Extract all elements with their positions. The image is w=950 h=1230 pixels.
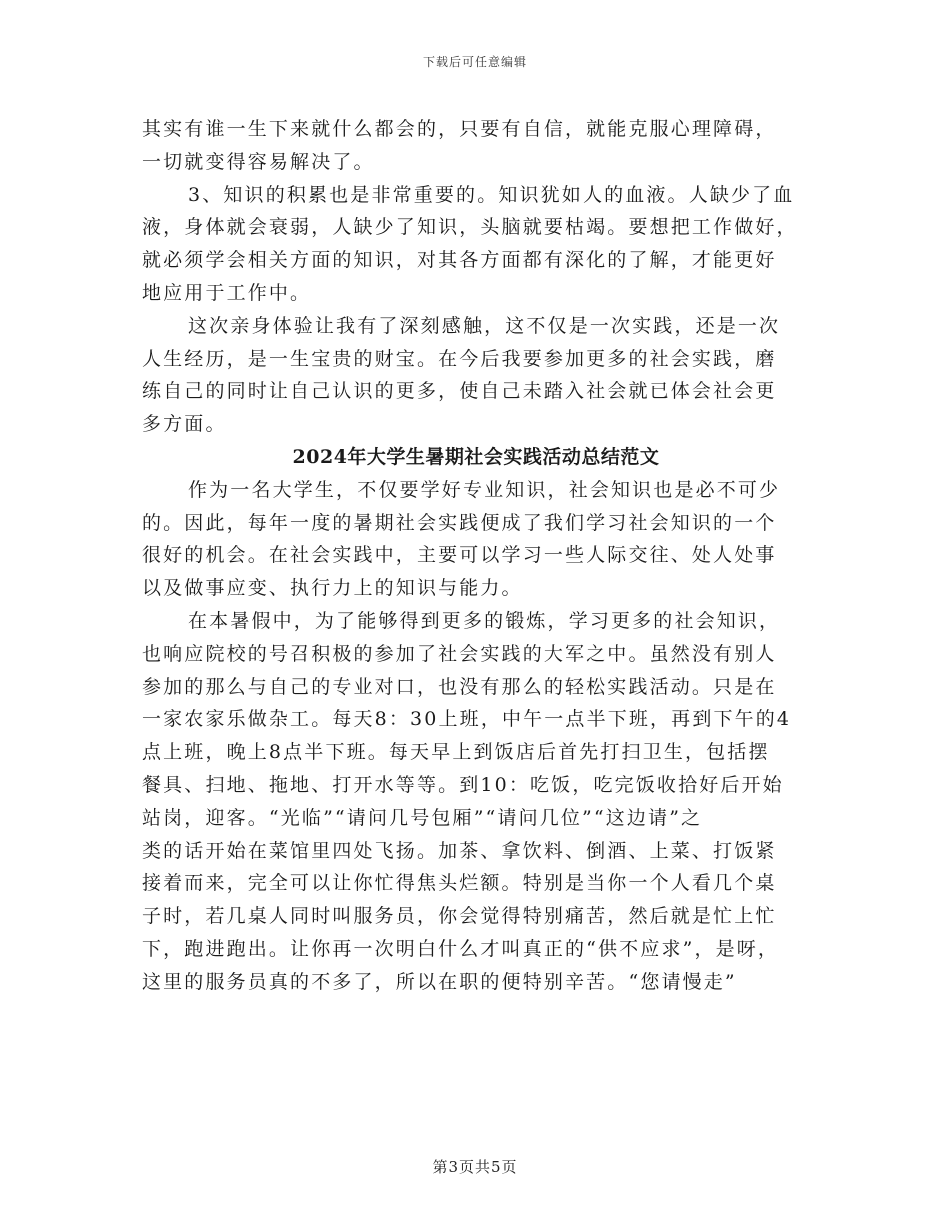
body-line: 地应用于工作中。 bbox=[142, 281, 312, 304]
body-line: 其实有谁一生下来就什么都会的，只要有自信，就能克服心理障碍， bbox=[142, 118, 777, 140]
body-line: 参加的那么与自己的专业对口，也没有那么的轻松实践活动。只是在 bbox=[142, 675, 777, 698]
body-line: 一家农家乐做杂工。每天8：30上班，中午一点半下班，再到下午的4 bbox=[142, 708, 792, 731]
body-line: 多方面。 bbox=[142, 413, 227, 436]
body-line: 在本暑假中，为了能够得到更多的锻炼，学习更多的社会知识， bbox=[188, 609, 781, 632]
section-title: 2024年大学生暑期社会实践活动总结范文 bbox=[292, 445, 660, 468]
body-line: 也响应院校的号召积极的参加了社会实践的大军之中。虽然没有别人 bbox=[142, 642, 777, 665]
body-line: 站岗，迎客。“光临”“请问几号包厢”“请问几位”“这边请”之 bbox=[142, 806, 703, 829]
body-line: 很好的机会。在社会实践中，主要可以学习一些人际交往、处人处事 bbox=[142, 544, 777, 567]
body-line: 这次亲身体验让我有了深刻感触，这不仅是一次实践，还是一次 bbox=[188, 314, 781, 337]
body-line: 以及做事应变、执行力上的知识与能力。 bbox=[142, 577, 523, 600]
body-line: 人生经历，是一生宝贵的财宝。在今后我要参加更多的社会实践，磨 bbox=[142, 347, 777, 370]
body-line: 接着而来，完全可以让你忙得焦头烂额。特别是当你一个人看几个桌 bbox=[142, 872, 777, 895]
body-line: 作为一名大学生，不仅要学好专业知识，社会知识也是必不可少 bbox=[188, 478, 781, 501]
body-line: 练自己的同时让自己认识的更多，使自己未踏入社会就已体会社会更 bbox=[142, 380, 777, 403]
body-line: 就必须学会相关方面的知识，对其各方面都有深化的了解，才能更好 bbox=[142, 249, 777, 272]
body-line: 餐具、扫地、拖地、打开水等等。到10：吃饭，吃完饭收拾好后开始 bbox=[142, 773, 784, 796]
body-line: 类的话开始在菜馆里四处飞扬。加茶、拿饮料、倒酒、上菜、打饭紧 bbox=[142, 839, 777, 862]
body-line: 这里的服务员真的不多了，所以在职的便特别辛苦。“您请慢走” bbox=[142, 970, 737, 993]
body-line: 3、知识的积累也是非常重要的。知识犹如人的血液。人缺少了血 bbox=[188, 183, 795, 206]
body-line: 一切就变得容易解决了。 bbox=[142, 150, 375, 173]
body-line: 子时，若几桌人同时叫服务员，你会觉得特别痛苦，然后就是忙上忙 bbox=[142, 905, 777, 928]
body-line: 的。因此，每年一度的暑期社会实践便成了我们学习社会知识的一个 bbox=[142, 511, 777, 534]
document-body bbox=[142, 113, 810, 999]
page-footer: 第3页共5页 bbox=[432, 1158, 518, 1176]
body-line: 下，跑进跑出。让你再一次明白什么才叫真正的“供不应求”，是呀， bbox=[142, 937, 780, 960]
body-line: 液，身体就会衰弱，人缺少了知识，头脑就要枯竭。要想把工作做好， bbox=[142, 216, 798, 239]
page-header: 下载后可任意编辑 bbox=[422, 55, 527, 69]
body-line: 点上班，晚上8点半下班。每天早上到饭店后首先打扫卫生，包括摆 bbox=[142, 741, 770, 764]
